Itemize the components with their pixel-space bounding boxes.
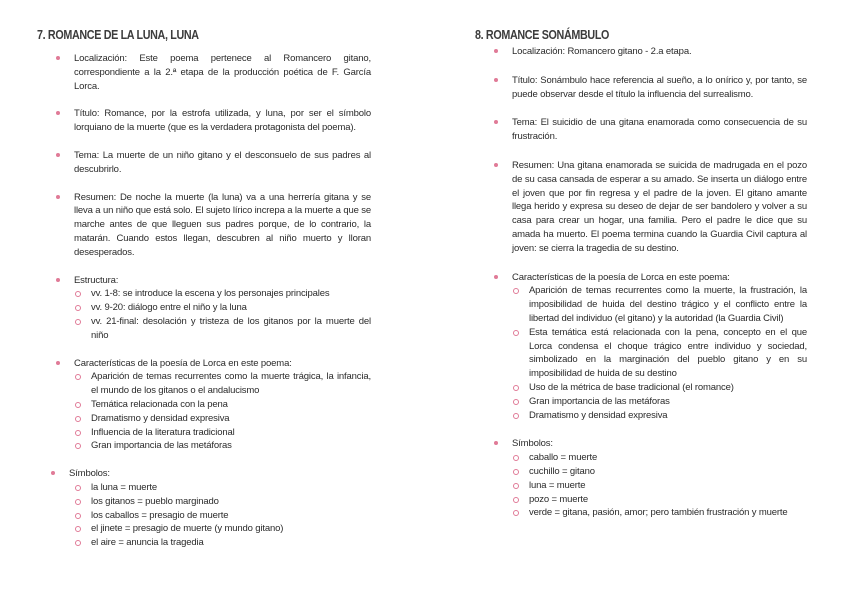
sub-item: el jinete = presagio de muerte (y mundo gitano) (74, 522, 371, 536)
list-item-simbolos: Símbolos: caballo = muerte cuchillo = gitano luna = muerte pozo = muerte verde = gitana, pasión, amor; pero también frustración y muerte (475, 437, 807, 520)
sublist (74, 481, 371, 550)
sublist (74, 287, 371, 342)
sublist (74, 370, 371, 453)
list-item-titulo: Título: Romance, por la estrofa utilizada, y luna, por ser el símbolo lorquiano de la muerte (que es la verdadera protagonista del poema). (37, 107, 371, 135)
circle-bullet-icon (75, 443, 81, 449)
right-column (475, 28, 807, 535)
bullet-icon (56, 111, 60, 115)
sub-item: Temática relacionada con la pena (74, 398, 371, 412)
sub-item: Gran importancia de las metáforas (512, 395, 807, 409)
circle-bullet-icon (75, 416, 81, 422)
bullet-icon (56, 56, 60, 60)
sub-item: luna = muerte (512, 479, 807, 493)
list-item-resumen: Resumen: De noche la muerte (la luna) va a una herrería gitana y se lleva a un niño que está solo. El sujeto lírico increpa a la muerte a que se marche antes de que lleguen sus padres porque, de lo contrario, la matarán. Cuando estos llegan, descubren al niño muerto y lloran desesperados. (37, 191, 371, 260)
circle-bullet-icon (513, 413, 519, 419)
list-item-titulo: Título: Sonámbulo hace referencia al sueño, a lo onírico y, por tanto, se puede observar desde el título la influencia del surrealismo. (475, 74, 807, 102)
sub-item: los gitanos = pueblo marginado (74, 495, 371, 509)
circle-bullet-icon (513, 330, 519, 336)
sub-item: los caballos = presagio de muerte (74, 509, 371, 523)
circle-bullet-icon (513, 469, 519, 475)
list-item-caracteristicas: Características de la poesía de Lorca en este poema: Aparición de temas recurrentes como la muerte trágica, la infancia, el mundo de los gitanos o el andalucismo Temática relacionada con la pena Dramatismo y densidad expresiva Influencia de la literatura tradicional Gran importancia de las metáforas (37, 357, 371, 454)
left-column (37, 28, 371, 564)
sub-item: cuchillo = gitano (512, 465, 807, 479)
bullet-icon (494, 441, 498, 445)
bullet-icon (494, 163, 498, 167)
sub-item: Gran importancia de las metáforas (74, 439, 371, 453)
circle-bullet-icon (75, 374, 81, 380)
sub-item: Dramatismo y densidad expresiva (74, 412, 371, 426)
circle-bullet-icon (75, 319, 81, 325)
circle-bullet-icon (75, 499, 81, 505)
circle-bullet-icon (513, 483, 519, 489)
circle-bullet-icon (513, 399, 519, 405)
sub-item: Aparición de temas recurrentes como la muerte, la frustración, la imposibilidad de huida del destino trágico y el conflicto entre la libertad del individuo (el gitano) y la autoridad (la Guardia Civil) (512, 284, 807, 325)
sub-item: Uso de la métrica de base tradicional (el romance) (512, 381, 807, 395)
list-item-tema: Tema: El suicidio de una gitana enamorada como consecuencia de su frustración. (475, 116, 807, 144)
list-item-localizacion: Localización: Este poema pertenece al Romancero gitano, correspondiente a la 2.ª etapa de la producción poética de F. García Lorca. (37, 52, 371, 93)
bullet-icon (51, 471, 55, 475)
circle-bullet-icon (75, 402, 81, 408)
circle-bullet-icon (513, 455, 519, 461)
bullet-icon (494, 120, 498, 124)
sub-item: vv. 9-20: diálogo entre el niño y la luna (74, 301, 371, 315)
list-item-localizacion: Localización: Romancero gitano - 2.a etapa. (475, 45, 807, 59)
circle-bullet-icon (75, 430, 81, 436)
list-item-estructura: Estructura: vv. 1-8: se introduce la escena y los personajes principales vv. 9-20: diálogo entre el niño y la luna vv. 21-final: desolación y tristeza de los gitanos por la muerte del niño (37, 274, 371, 343)
list-item-caracteristicas: Características de la poesía de Lorca en este poema: Aparición de temas recurrentes como la muerte, la frustración, la imposibilidad de huida del destino trágico y el conflicto entre la libertad del individuo (el gitano) y la autoridad (la Guardia Civil) Esta temática está relacionada con la pena, concepto en el que Lorca condensa el choque trágico entre individuo y sociedad, simbolizado en la marginación del pueblo gitano y en su imposibilidad de huida de su destino Uso de la métrica de base tradicional (el romance) Gran importancia de las metáforas Dramatismo y densidad expresiva (475, 271, 807, 423)
circle-bullet-icon (513, 288, 519, 294)
circle-bullet-icon (75, 305, 81, 311)
bullet-icon (494, 275, 498, 279)
sublist (512, 451, 807, 520)
list-item-tema: Tema: La muerte de un niño gitano y el desconsuelo de sus padres al descubrirlo. (37, 149, 371, 177)
bullet-icon (56, 278, 60, 282)
list-item-resumen: Resumen: Una gitana enamorada se suicida de madrugada en el pozo de su casa cansada de esperar a su amado. Se inserta un diálogo entre el joven que por fin regresa y el padre de la joven. El gitano amante llega herido y expresa su deseo de dejar de ser bandolero y volver a su casa para crear un hogar, una familia. Pero el padre le dice que su amada ha muerto. El poema termina cuando la Guardia Civil captura al joven: se cierra la tragedia de su destino. (475, 159, 807, 256)
bullet-icon (494, 78, 498, 82)
circle-bullet-icon (513, 510, 519, 516)
sub-item: la luna = muerte (74, 481, 371, 495)
sub-item: Influencia de la literatura tradicional (74, 426, 371, 440)
sub-item: caballo = muerte (512, 451, 807, 465)
sublist (512, 284, 807, 422)
sub-item: vv. 21-final: desolación y tristeza de los gitanos por la muerte del niño (74, 315, 371, 343)
circle-bullet-icon (75, 526, 81, 532)
circle-bullet-icon (513, 385, 519, 391)
sub-item: Dramatismo y densidad expresiva (512, 409, 807, 423)
bullet-icon (56, 361, 60, 365)
circle-bullet-icon (75, 540, 81, 546)
sub-item: el aire = anuncia la tragedia (74, 536, 371, 550)
circle-bullet-icon (75, 485, 81, 491)
bullet-icon (56, 195, 60, 199)
right-item-list (475, 45, 807, 520)
list-item-simbolos: Símbolos: la luna = muerte los gitanos = pueblo marginado los caballos = presagio de muerte el jinete = presagio de muerte (y mundo gitano) el aire = anuncia la tragedia (37, 467, 371, 550)
sub-item: vv. 1-8: se introduce la escena y los personajes principales (74, 287, 371, 301)
circle-bullet-icon (513, 497, 519, 503)
section-title-romance-sonambulo: 8. ROMANCE SONÁMBULO (475, 28, 610, 42)
sub-item: verde = gitana, pasión, amor; pero también frustración y muerte (512, 506, 807, 520)
circle-bullet-icon (75, 513, 81, 519)
circle-bullet-icon (75, 291, 81, 297)
section-title-romance-de-la-luna: 7. ROMANCE DE LA LUNA, LUNA (37, 28, 199, 42)
bullet-icon (494, 49, 498, 53)
sub-item: Esta temática está relacionada con la pena, concepto en el que Lorca condensa el choque trágico entre individuo y sociedad, simbolizado en la marginación del pueblo gitano y en su imposibilidad de huida de su destino (512, 326, 807, 381)
left-item-list (37, 52, 371, 550)
sub-item: pozo = muerte (512, 493, 807, 507)
sub-item: Aparición de temas recurrentes como la muerte trágica, la infancia, el mundo de los gitanos o el andalucismo (74, 370, 371, 398)
bullet-icon (56, 153, 60, 157)
